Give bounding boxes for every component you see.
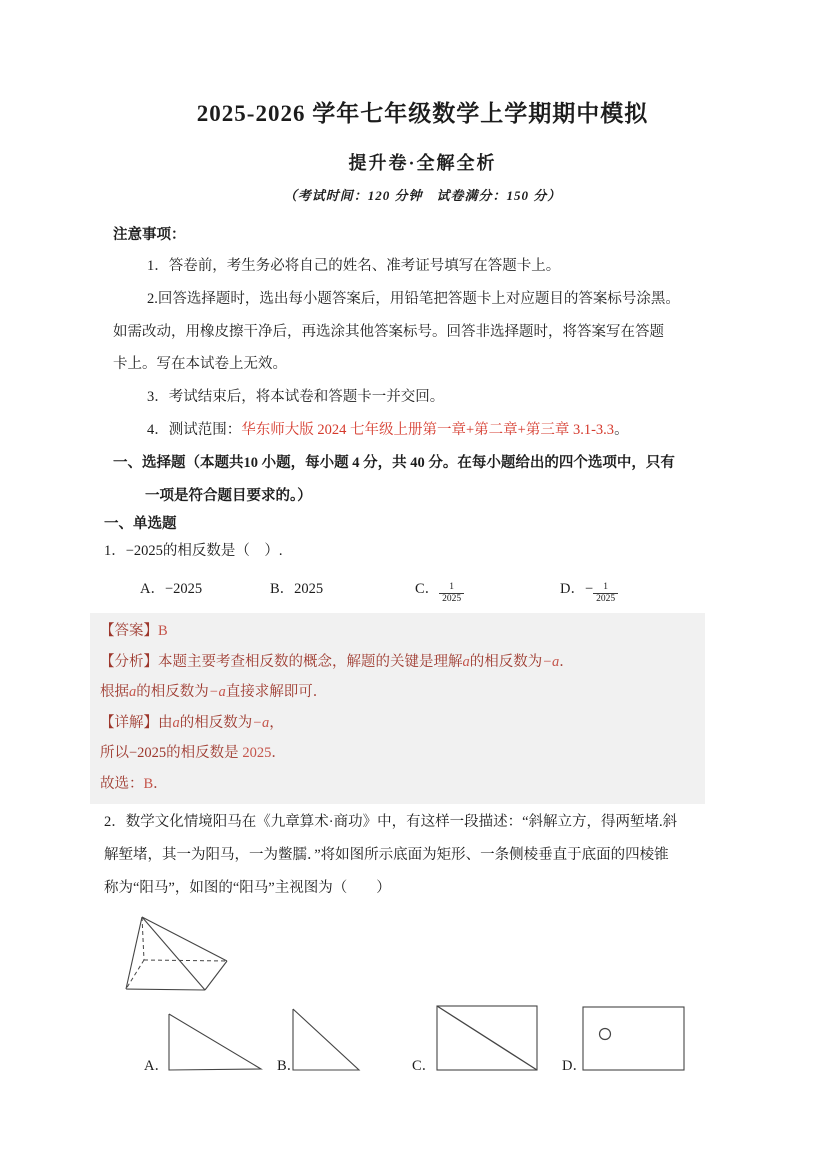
figure-label-a: A．	[144, 1057, 169, 1074]
notice-item-4: 4．测试范围：华东师大版 2024 七年级上册第一章+第二章+第三章 3.1-3.3。	[147, 421, 629, 438]
notice-item-2: 2.回答选择题时，选出每小题答案后，用铅笔把答题卡上对应题目的答案标号涂黑。	[147, 290, 680, 307]
question-1-options	[104, 569, 741, 607]
q1-option-a: A．−2025	[140, 581, 203, 598]
section-subheading: 一、单选题	[104, 516, 177, 533]
q1-conclusion-line: 故选：B．	[100, 775, 168, 792]
question-2-stem-line1: 2．数学文化情境阳马在《九章算术·商功》中，有这样一段描述：“斜解立方，得两堑堵.斜	[104, 814, 678, 831]
q1-option-c-label: C．	[415, 581, 440, 598]
circle-mark	[600, 1028, 611, 1039]
q1-answer-block	[90, 613, 705, 804]
question-2-stem-line2: 解堑堵，其一为阳马，一为鳖臑．”将如图所示底面为矩形、一条侧棱垂直于底面的四棱锥	[104, 847, 669, 864]
q1-analysis-line2: 根据a的相反数为−a直接求解即可．	[100, 684, 328, 701]
notice-heading: 注意事项：	[113, 227, 186, 243]
exam-info: （考试时间：120 分钟 试卷满分：150 分）	[283, 188, 562, 203]
notice-item-2-cont: 如需改动，用橡皮擦干净后，再选涂其他答案标号。回答非选择题时，将答案写在答题	[113, 323, 664, 340]
question-1-stem: 1．−2025的相反数是（ ）.	[104, 543, 283, 560]
notice-item-2-cont2: 卡上。写在本试卷上无效。	[113, 356, 287, 373]
question-2	[104, 806, 741, 904]
minus-sign: −	[584, 581, 594, 598]
q1-option-d	[560, 577, 618, 605]
figure-label-b: B．	[277, 1057, 302, 1074]
option-b-triangle	[292, 1008, 361, 1071]
yangma-pyramid-drawing	[120, 911, 234, 997]
figure-label-d: D．	[562, 1057, 587, 1074]
pyramid-figure	[120, 911, 741, 997]
page-title: 2025-2026 学年七年级数学上学期期中模拟	[196, 101, 649, 126]
option-d-rectangle	[582, 1006, 685, 1071]
option-c-rectangle	[436, 1005, 538, 1071]
q1-analysis-line: 【分析】本题主要考查相反数的概念，解题的关键是理解a的相反数为−a．	[100, 653, 574, 670]
option-a-triangle	[168, 1013, 263, 1071]
question-2-option-figures	[104, 1007, 741, 1081]
fraction-denominator: 2025	[439, 593, 464, 605]
q1-answer-line: 【答案】B	[100, 623, 168, 640]
q1-detail-line2: 所以−2025的相反数是 2025．	[100, 745, 286, 762]
notice-item-1: 1．答卷前，考生务必将自己的姓名、准考证号填写在答题卡上。	[147, 258, 561, 274]
page-subtitle: 提升卷·全解全析	[348, 153, 497, 173]
fraction-numerator: 1	[603, 582, 609, 593]
q1-option-c-fraction	[439, 582, 464, 605]
figure-label-c: C．	[412, 1057, 437, 1074]
q1-option-d-fraction	[593, 582, 618, 605]
fraction-numerator: 1	[449, 582, 455, 593]
section-heading-line1: 一、选择题（本题共10 小题，每小题 4 分，共 40 分。在每小题给出的四个选项中，只有	[113, 454, 675, 471]
q1-option-d-label: D．	[560, 581, 585, 598]
fraction-denominator: 2025	[593, 593, 618, 605]
q1-option-b: B．2025	[270, 581, 324, 598]
q1-option-c	[415, 577, 464, 605]
question-2-stem-line3: 称为“阳马”，如图的“阳马”主视图为（ ）	[104, 879, 391, 896]
q1-detail-line: 【详解】由a的相反数为−a，	[100, 714, 284, 731]
notice-item-3: 3．考试结束后，将本试卷和答题卡一并交回。	[147, 389, 445, 406]
section-heading-line2: 一项是符合题目要求的。）	[145, 487, 312, 504]
